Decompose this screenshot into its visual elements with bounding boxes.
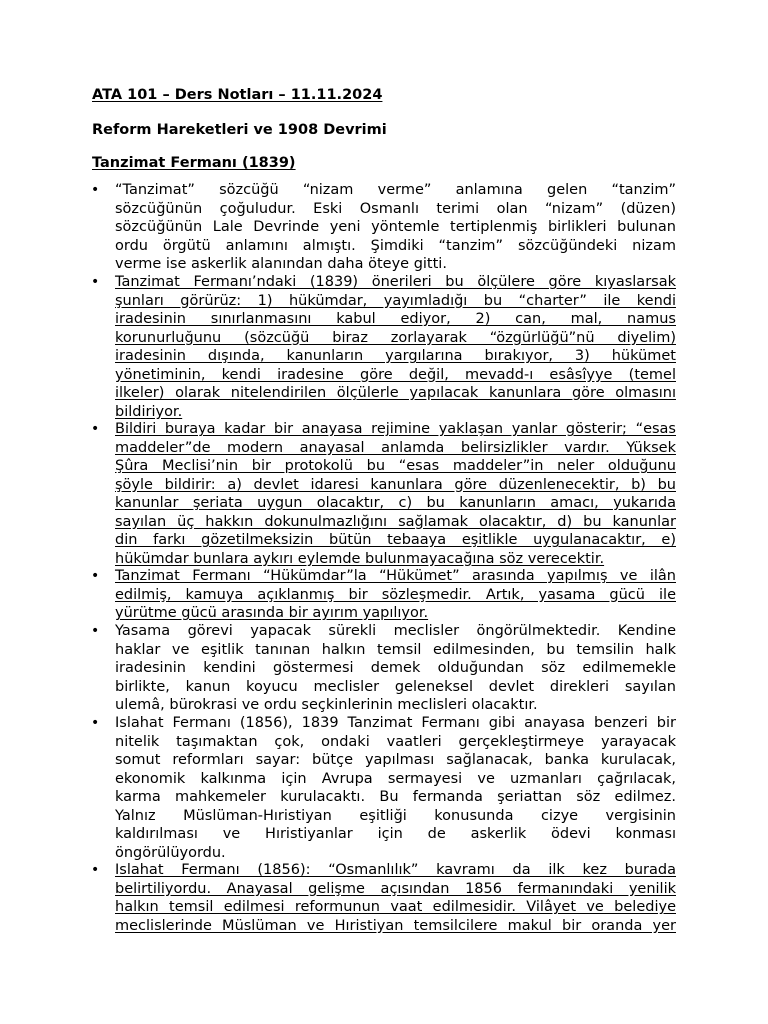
paragraph-line: din farkı gözetilmeksizin bütün tebaaya eşitlikle uygulanacaktır, e) — [115, 532, 676, 548]
bullet-marker: • — [91, 182, 100, 198]
paragraph-line-row — [115, 844, 676, 863]
paragraph-line: somut reformları sayar: bütçe yapılması sağlanacak, banka kurulacak, — [115, 752, 676, 768]
paragraph-line: nitelik taşımaktan çok, ondaki vaatleri gerçekleştirmeye yarayacak — [115, 733, 676, 750]
paragraph-line-row — [115, 347, 676, 366]
paragraph-line-row — [115, 292, 676, 311]
bullet-paragraph — [115, 714, 676, 862]
paragraph-line: ilkeler) olarak nitelendirilen ölçülerle yapılacak kanunlara göre olmasını — [115, 385, 676, 401]
paragraph-line-row — [115, 825, 676, 844]
bullet-paragraph — [115, 181, 676, 274]
paragraph-line-row — [115, 586, 676, 605]
paragraph-line: sözcüğünün Lale Devrinde yeni yöntemle tertiplenmiş birlikleri bulunan — [115, 219, 676, 235]
paragraph-line: kanunlar şeriata uygun olacaktır, c) bu kanunların amacı, yukarıda — [115, 495, 676, 511]
bullet-marker: • — [91, 421, 100, 437]
paragraph-line-row — [115, 678, 676, 697]
document-subtitle: Reform Hareketleri ve 1908 Devrimi — [92, 122, 387, 138]
paragraph-line-row — [115, 218, 676, 237]
paragraph-line-row — [115, 384, 676, 403]
paragraph-line: Tanzimat Fermanı “Hükümdar”la “Hükümet” arasında yapılmış ve ilân — [115, 568, 676, 584]
paragraph-line: Yalnız Müslüman-Hıristiyan eşitliği konusunda cizye vergisinin — [115, 807, 676, 824]
paragraph-line-row — [115, 898, 676, 917]
paragraph-line: iradesinin sınırlanmasını kabul ediyor, 2) can, mal, namus — [115, 311, 676, 327]
bullet-marker: • — [91, 568, 100, 584]
paragraph-line: şöyle bildirir: a) devlet idaresi kanunlara göre düzenlenecektir, b) bu — [115, 476, 676, 493]
paragraph-line: “Tanzimat” sözcüğü “nizam verme” anlamına gelen “tanzim” — [115, 182, 676, 198]
paragraph-line-row — [115, 457, 676, 476]
section-heading: Tanzimat Fermanı (1839) — [92, 155, 296, 171]
paragraph-line-row — [115, 439, 676, 458]
paragraph-line: edilmiş, kamuya açıklanmış bir sözleşmedir. Artık, yasama gücü ile — [115, 586, 676, 603]
bullet-paragraph — [115, 861, 676, 935]
bullet-paragraph — [115, 420, 676, 568]
paragraph-line-row — [115, 273, 676, 292]
paragraph-line: maddeler”de modern anayasal anlamda belirsizlikler vardır. Yüksek — [115, 439, 676, 456]
paragraph-line: kaldırılması ve Hıristiyanlar için de askerlik ödevi konması — [115, 826, 676, 842]
paragraph-line: yürütme gücü arasında bir ayırım yapılıyor. — [115, 605, 429, 621]
paragraph-line: Tanzimat Fermanı’ndaki (1839) önerileri bu ölçülere göre kıyaslarsak — [115, 274, 676, 290]
paragraph-line-row — [115, 255, 676, 274]
paragraph-line: meclislerinde Müslüman ve Hıristiyan temsilcilere makul bir oranda yer — [115, 917, 676, 934]
paragraph-line-row — [115, 329, 676, 348]
paragraph-line: ekonomik kalkınma için Avrupa sermayesi ve uzmanları çağrılacak, — [115, 770, 676, 787]
paragraph-line-row — [115, 531, 676, 550]
paragraph-line: yönetiminin, kendi iradesine göre değil, mevadd-ı esâsîyye (temel — [115, 366, 676, 383]
paragraph-line-row — [115, 861, 676, 880]
paragraph-line: şunları görürüz: 1) hükümdar, yayımladığı bu “charter” ile kendi — [115, 292, 676, 309]
paragraph-line: sözcüğünün çoğuludur. Eski Osmanlı terimi olan “nizam” (düzen) — [115, 200, 676, 217]
paragraph-line: bildiriyor. — [115, 403, 183, 420]
paragraph-line: Islahat Fermanı (1856): “Osmanlılık” kavramı da ilk kez burada — [115, 862, 676, 878]
paragraph-line-row — [115, 733, 676, 752]
paragraph-line: öngörülüyordu. — [115, 844, 226, 861]
paragraph-line-row — [115, 310, 676, 329]
paragraph-line-row — [115, 604, 676, 623]
paragraph-line-row — [115, 696, 676, 715]
paragraph-line-row — [115, 420, 676, 439]
paragraph-line: sayılan üç hakkın dokunulmazlığını sağlamak olacaktır, d) bu kanunlar — [115, 513, 676, 530]
paragraph-line-row — [115, 366, 676, 385]
paragraph-line: Yasama görevi yapacak sürekli meclisler öngörülmektedir. Kendine — [115, 623, 676, 639]
paragraph-line: korunurluğunu (sözcüğü biraz zorlayarak “özgürlüğü”nü diyelim) — [115, 329, 676, 346]
paragraph-line-row — [115, 751, 676, 770]
paragraph-line: birlikte, kanun koyucu meclisler geleneksel devlet direkleri sayılan — [115, 678, 676, 695]
paragraph-line-row — [115, 770, 676, 789]
paragraph-line-row — [115, 714, 676, 733]
paragraph-line-row — [115, 494, 676, 513]
bullet-paragraph — [115, 622, 676, 715]
paragraph-line: hükümdar bunlara aykırı eylemde bulunmayacağına söz verecektir. — [115, 550, 605, 567]
paragraph-line: Islahat Fermanı (1856), 1839 Tanzimat Fermanı gibi anayasa benzeri bir — [115, 715, 676, 731]
paragraph-line: verme ise askerlik alanından daha öteye gitti. — [115, 256, 447, 272]
paragraph-line-row — [115, 622, 676, 641]
paragraph-line-row — [115, 641, 676, 660]
paragraph-line: Bildiri buraya kadar bir anayasa rejimine yaklaşan yanlar gösterir; “esas — [115, 421, 676, 437]
page-title: ATA 101 – Ders Notları – 11.11.2024 — [92, 87, 383, 103]
bullet-marker: • — [91, 623, 100, 639]
paragraph-line: haklar ve eşitlik tanınan halkın temsil edilmesinden, bu temsilin halk — [115, 641, 676, 658]
bullet-paragraph — [115, 567, 676, 623]
paragraph-line-row — [115, 513, 676, 532]
paragraph-line: halkın temsil edilmesi reformunun vaat edilmesidir. Vilâyet ve belediye — [115, 899, 676, 915]
paragraph-line-row — [115, 550, 676, 569]
paragraph-line-row — [115, 788, 676, 807]
paragraph-line: karma mahkemeler kurulacaktı. Bu fermanda şeriattan söz edilmez. — [115, 789, 676, 805]
paragraph-line: ulemâ, bürokrasi ve ordu seçkinlerinin meclisleri olacaktır. — [115, 697, 538, 713]
paragraph-line-row — [115, 917, 676, 936]
paragraph-line-row — [115, 200, 676, 219]
bullet-paragraph — [115, 273, 676, 421]
paragraph-line-row — [115, 807, 676, 826]
paragraph-line: Şûra Meclisi’nin bir protokolü bu “esas maddeler”in neler olduğunu — [115, 458, 676, 474]
paragraph-line: belirtiliyordu. Anayasal gelişme açısından 1856 fermanındaki yenilik — [115, 880, 676, 897]
paragraph-line: iradesinin kendini göstermesi demek olduğundan söz edilmemekle — [115, 660, 676, 676]
paragraph-line-row — [115, 880, 676, 899]
paragraph-line-row — [115, 567, 676, 586]
paragraph-line-row — [115, 476, 676, 495]
bullet-marker: • — [91, 274, 100, 290]
paragraph-line: iradesinin dışında, kanunların yargılarına bırakıyor, 3) hükümet — [115, 348, 676, 364]
bullet-marker: • — [91, 715, 100, 731]
paragraph-line-row — [115, 181, 676, 200]
paragraph-line-row — [115, 237, 676, 256]
paragraph-line: ordu örgütü anlamını almıştı. Şimdiki “tanzim” sözcüğündeki nizam — [115, 237, 676, 254]
bullet-marker: • — [91, 862, 100, 878]
paragraph-line-row — [115, 403, 676, 422]
paragraph-line-row — [115, 659, 676, 678]
